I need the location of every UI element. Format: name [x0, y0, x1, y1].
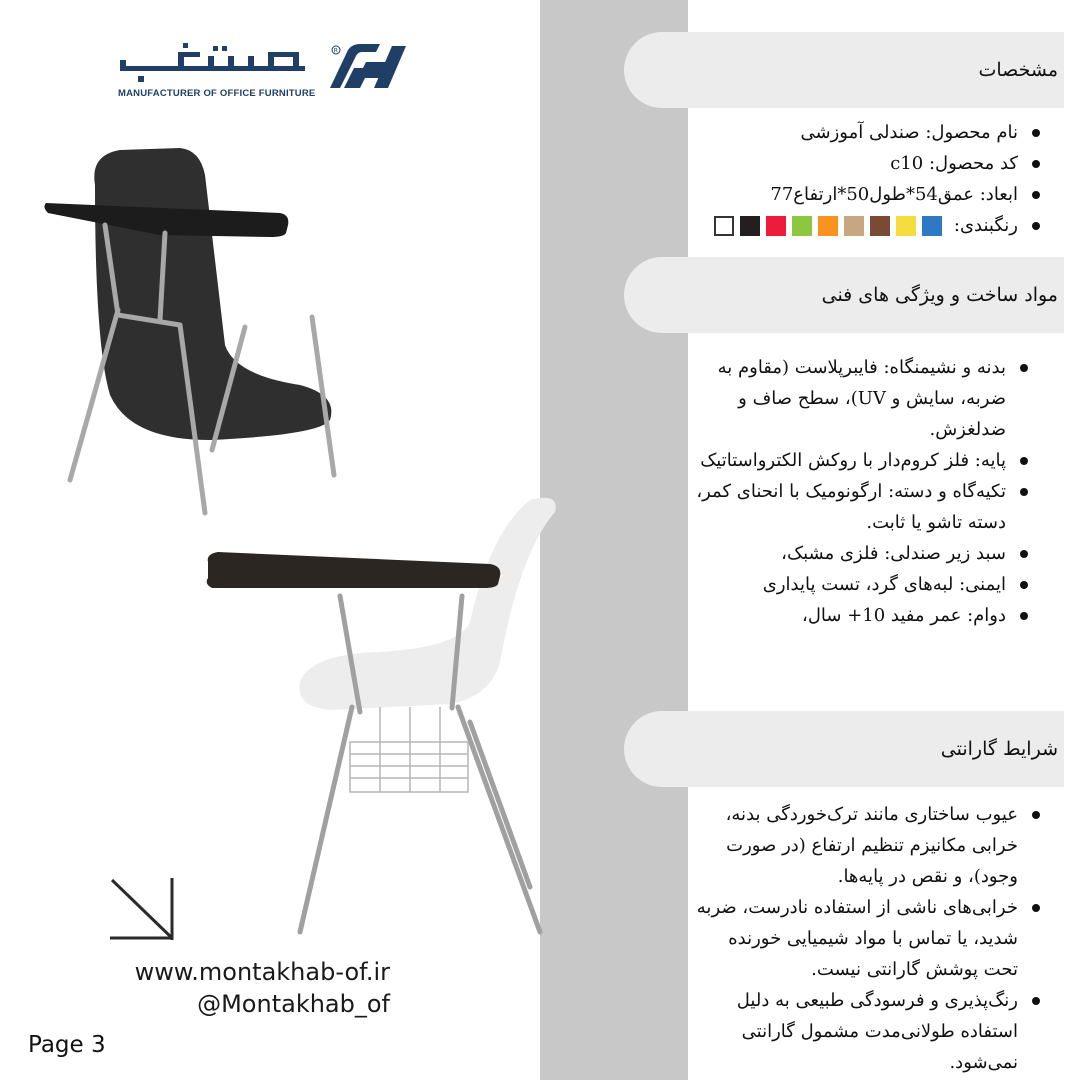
product-image-white-chair: [200, 492, 570, 942]
spec-product-code: کد محصول: c10: [684, 148, 1044, 179]
color-swatches: [714, 216, 942, 236]
section-title-materials: مواد ساخت و ویژگی های فنی: [821, 284, 1058, 306]
spec-colors: [684, 210, 1044, 241]
warranty-list: [694, 799, 1044, 1078]
section-title-warranty: شرایط گارانتی: [940, 738, 1058, 760]
brand-logo-mark: [118, 42, 418, 88]
section-title-specs: مشخصات: [978, 59, 1058, 81]
material-durability: دوام: عمر مفید 10+ سال،: [692, 600, 1032, 631]
brand-tagline: MANUFACTURER OF OFFICE FURNITURE: [118, 88, 316, 99]
color-swatch: [766, 216, 786, 236]
specs-list: [684, 117, 1044, 241]
svg-text:R: R: [333, 47, 338, 55]
color-swatch: [896, 216, 916, 236]
color-swatch: [922, 216, 942, 236]
social-handle[interactable]: @Montakhab_of: [197, 990, 390, 1018]
contact-block: [135, 956, 390, 1020]
color-swatch: [870, 216, 890, 236]
section-header-materials: [624, 257, 1064, 333]
materials-list: [692, 352, 1032, 631]
color-swatch: [792, 216, 812, 236]
color-swatch: [844, 216, 864, 236]
color-swatch: [740, 216, 760, 236]
color-swatch: [714, 216, 734, 236]
warranty-covered: عیوب ساختاری مانند ترک‌خوردگی بدنه، خرابی مکانیزم تنظیم ارتفاع (در صورت وجود)، و نقص در پایه‌ها.: [694, 799, 1044, 892]
material-body-seat: بدنه و نشیمنگاه: فایبرپلاست (مقاوم به ضربه، سایش و UV)، سطح صاف و ضدلغزش.: [692, 352, 1032, 445]
website-link[interactable]: www.montakhab-of.ir: [134, 958, 390, 986]
arrow-down-right-icon: [108, 876, 176, 942]
section-header-specs: [624, 32, 1064, 108]
page-number: Page 3: [28, 1032, 106, 1058]
warranty-exclusion-misuse: خرابی‌های ناشی از استفاده نادرست، ضربه شدید، یا تماس با مواد شیمیایی خورنده تحت پوشش گارانتی نیست.: [694, 892, 1044, 985]
spec-product-name: نام محصول: صندلی آموزشی: [684, 117, 1044, 148]
spec-colors-label: رنگبندی:: [953, 215, 1018, 236]
material-basket: سبد زیر صندلی: فلزی مشبک،: [692, 538, 1032, 569]
spec-dimensions: ابعاد: عمق54*طول50*ارتفاع77: [684, 179, 1044, 210]
warranty-exclusion-wear: رنگ‌پذیری و فرسودگی طبیعی به دلیل استفاده طولانی‌مدت مشمول گارانتی نمی‌شود.: [694, 985, 1044, 1078]
product-image-black-chair: [40, 145, 350, 520]
section-header-warranty: [624, 711, 1064, 787]
material-base: پایه: فلز کروم‌دار با روکش الکترواستاتیک: [692, 445, 1032, 476]
material-backrest-arm: تکیه‌گاه و دسته: ارگونومیک با انحنای کمر، دسته تاشو یا ثابت.: [692, 476, 1032, 538]
color-swatch: [818, 216, 838, 236]
brand-logo: [118, 42, 418, 104]
material-safety: ایمنی: لبه‌های گرد، تست پایداری: [692, 569, 1032, 600]
